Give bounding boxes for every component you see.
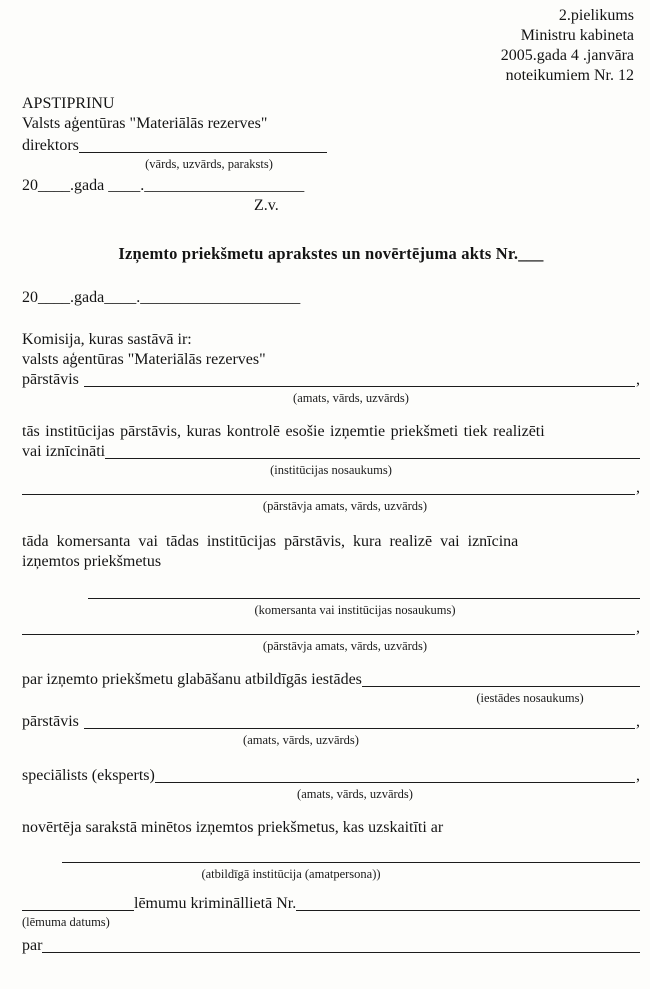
institution-name-blank — [105, 442, 640, 459]
director-signature-row — [22, 136, 327, 156]
comma: , — [636, 713, 640, 730]
comma: , — [636, 371, 640, 388]
approval-block — [22, 94, 640, 216]
commission-agency-line: valsts aģentūras "Materiālās rezerves" — [22, 351, 266, 368]
authority-row — [62, 850, 640, 866]
custodian-representative-label: pārstāvis — [22, 713, 79, 730]
merchant-name-blank — [88, 582, 640, 599]
institution-representative-caption: (pārstāvja amats, vārds, uzvārds) — [262, 499, 428, 513]
case-number-blank — [296, 894, 640, 911]
merchant-text-line2: izņemtos priekšmetus — [22, 553, 162, 570]
par-row — [22, 936, 640, 956]
document-title: Izņemto priekšmetu aprakstes un novērtējuma akts Nr.___ — [118, 244, 544, 263]
custodian-text: par izņemto priekšmetu glabāšanu atbildīgās iestādes — [22, 671, 362, 688]
approval-agency: Valsts aģentūras "Materiālās rezerves" — [22, 115, 268, 132]
expert-row — [22, 766, 640, 786]
decision-label: lēmumu krimināllietā Nr. — [134, 895, 297, 912]
agency-representative-row — [22, 370, 640, 390]
expert-caption: (amats, vārds, uzvārds) — [297, 787, 413, 801]
commission-intro: Komisija, kuras sastāvā ir: — [22, 331, 192, 348]
annex-reference — [22, 6, 640, 86]
annex-line-2: Ministru kabineta — [520, 27, 634, 44]
custodian-representative-blank — [84, 712, 635, 729]
custodian-institution-caption: (iestādes nosaukums) — [476, 691, 584, 705]
act-date-blank: 20____.gada____.____________________ — [22, 289, 301, 306]
merchant-section — [22, 532, 640, 654]
annex-line-1: 2.pielikums — [558, 7, 634, 24]
commission-section — [22, 330, 640, 406]
custodian-institution-row — [22, 670, 640, 690]
comma: , — [636, 479, 640, 496]
custodian-representative-caption: (amats, vārds, uzvārds) — [243, 733, 359, 747]
expert-label: speciālists (eksperts) — [22, 767, 155, 784]
controlling-institution-text-line2: vai iznīcināti — [22, 443, 106, 460]
decision-date-blank — [22, 894, 134, 911]
comma: , — [636, 767, 640, 784]
par-label: par — [22, 937, 43, 954]
decision-date-caption: (lēmuma datums) — [22, 915, 110, 929]
merchant-representative-blank — [22, 618, 635, 635]
merchant-name-caption: (komersanta vai institūcijas nosaukums) — [254, 603, 456, 617]
merchant-representative-caption: (pārstāvja amats, vārds, uzvārds) — [262, 639, 428, 653]
annex-line-3: 2005.gada 4 .janvāra — [500, 47, 634, 64]
approval-heading: APSTIPRINU — [22, 95, 115, 112]
merchant-representative-row — [22, 618, 640, 638]
representative-name-blank — [84, 370, 635, 387]
controlling-institution-section — [22, 422, 640, 514]
director-signature-blank — [79, 136, 327, 153]
custodian-institution-blank — [362, 670, 640, 687]
representative-caption: (amats, vārds, uzvārds) — [293, 391, 409, 405]
custodian-representative-row — [22, 712, 640, 732]
merchant-text-line1: tāda komersanta vai tādas institūcijas pārstāvis, kura realizē vai iznīcina — [22, 533, 519, 550]
expert-name-blank — [155, 766, 635, 783]
expert-section — [22, 766, 640, 802]
annex-line-4: noteikumiem Nr. 12 — [505, 67, 634, 84]
authority-caption: (atbildīgā institūcija (amatpersona)) — [201, 867, 381, 881]
controlling-institution-row — [22, 442, 640, 462]
director-caption: (vārds, uzvārds, paraksts) — [145, 157, 273, 171]
seal-mark: Z.v. — [254, 197, 279, 214]
decision-row — [22, 894, 640, 914]
institution-representative-blank — [22, 478, 635, 495]
authority-blank — [62, 850, 640, 863]
controlling-institution-text-line1: tās institūcijas pārstāvis, kuras kontrolē esošie izņemtie priekšmeti tiek realizēti — [22, 423, 545, 440]
merchant-name-row — [88, 582, 640, 602]
par-blank — [42, 936, 640, 953]
institution-representative-row — [22, 478, 640, 498]
comma: , — [636, 619, 640, 636]
valuation-text: novērtēja sarakstā minētos izņemtos priekšmetus, kas uzskaitīti ar — [22, 819, 444, 836]
approval-date-blank: 20____.gada ____.____________________ — [22, 177, 305, 194]
valuation-section — [22, 818, 640, 956]
custodian-section — [22, 670, 640, 748]
representative-label: pārstāvis — [22, 371, 79, 388]
institution-name-caption: (institūcijas nosaukums) — [270, 463, 392, 477]
director-label: direktors — [22, 137, 79, 154]
